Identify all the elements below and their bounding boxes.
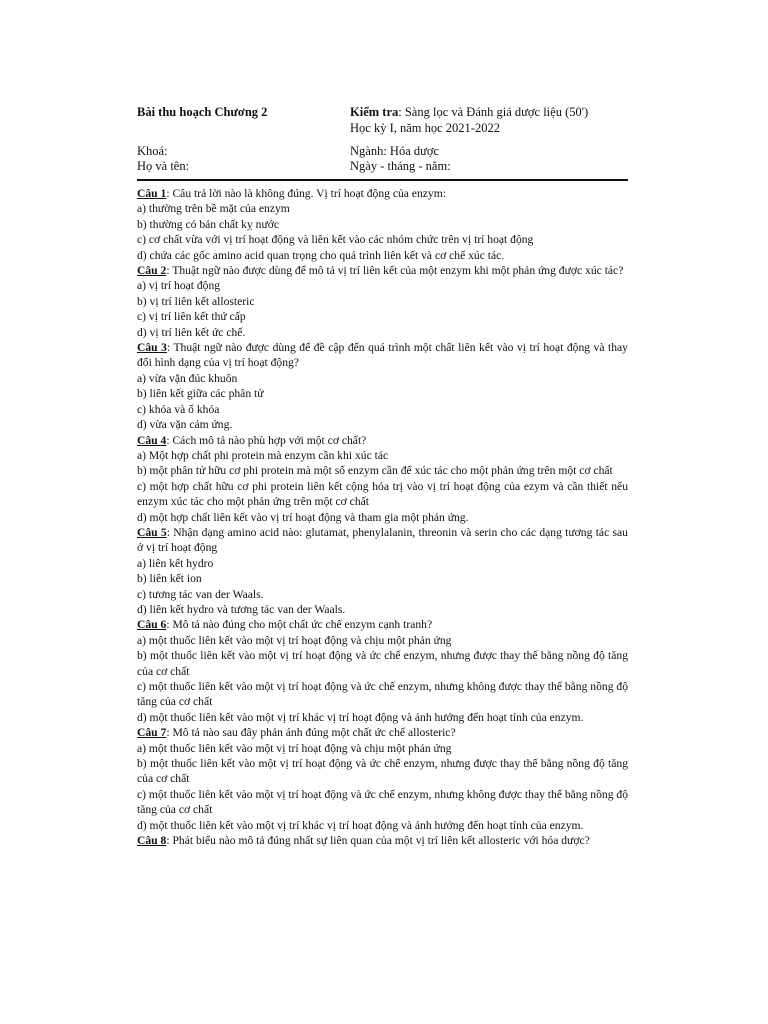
answer-option: a) một thuốc liên kết vào một vị trí hoạt động và chịu một phản ứng [137, 633, 452, 647]
exam-value: : Sàng lọc và Đánh giá dược liệu (50') [398, 105, 589, 119]
answer-option: b) liên kết ion [137, 572, 202, 586]
question-label: Câu 2 [137, 264, 167, 278]
question-prompt [137, 617, 628, 632]
question-text: : Thuật ngữ nào được dùng để đề cập đến quá trình một chất liên kết vào vị trí hoạt động và thay đổi hình dạng của vị trí hoạt động? [137, 341, 628, 370]
question-prompt [137, 725, 628, 740]
answer-option: b) một thuốc liên kết vào một vị trí hoạt động và ức chế enzym, nhưng được thay thế bằng nồng độ tăng của cơ chất [137, 757, 628, 786]
answer-option: d) một thuốc liên kết vào một vị trí khác vị trí hoạt động và ảnh hưởng đến hoạt tính của enzym. [137, 818, 584, 832]
answer-option: c) cơ chất vừa với vị trí hoạt động và liên kết vào các nhóm chức trên vị trí hoạt động [137, 233, 534, 247]
question-text: : Nhận dạng amino acid nào: glutamat, phenylalanin, threonin và serin cho các dạng tương tác sau ở vị trí hoạt động [137, 525, 628, 555]
answer-option: b) thường có bản chất kỵ nước [137, 217, 280, 231]
question-label: Câu 3 [137, 341, 167, 355]
question-label: Câu 8 [137, 834, 167, 848]
question-text: : Câu trả lời nào là không đúng. Vị trí hoạt động của enzym: [166, 187, 446, 200]
question-2 [137, 263, 628, 340]
answer-option: c) một thuốc liên kết vào một vị trí hoạt động và ức chế enzym, nhưng không được thay thế bằng nồng độ tăng của cơ chất [137, 787, 628, 817]
question-4 [137, 433, 628, 525]
question-prompt [137, 263, 628, 278]
question-text: : Thuật ngữ nào được dùng để mô tả vị trí liên kết của một enzym khi một phản ứng được xúc tác? [166, 264, 624, 278]
question-text: : Mô tả nào sau đây phản ánh đúng một chất ức chế allosteric? [166, 726, 456, 740]
worksheet-title: Bài thu hoạch Chương 2 [137, 105, 268, 119]
question-5 [137, 525, 628, 617]
exam-label: Kiểm tra [350, 105, 399, 119]
answer-option: d) một thuốc liên kết vào một vị trí khác vị trí hoạt động và ảnh hưởng đến hoạt tính của enzym. [137, 710, 584, 724]
answer-option: b) vị trí liên kết allosteric [137, 294, 255, 308]
question-text: : Cách mô tả nào phù hợp với một cơ chất? [166, 433, 367, 447]
faculty-label: Khoá: [137, 144, 168, 158]
answer-option: a) vừa vặn đúc khuôn [137, 371, 238, 385]
answer-option: c) vị trí liên kết thứ cấp [137, 310, 246, 324]
question-prompt [137, 186, 628, 201]
answer-option: c) khóa và ổ khóa [137, 402, 220, 416]
question-label: Câu 5 [137, 525, 167, 539]
semester-line: Học kỳ I, năm học 2021-2022 [350, 121, 500, 135]
answer-option: d) vừa vặn cảm ứng. [137, 418, 233, 432]
answer-option: a) một thuốc liên kết vào một vị trí hoạt động và chịu một phản ứng [137, 741, 452, 755]
answer-option: d) một hợp chất liên kết vào vị trí hoạt động và tham gia một phản ứng. [137, 510, 469, 524]
name-label: Họ và tên: [137, 159, 190, 173]
exam-info [350, 104, 588, 120]
question-prompt [137, 433, 628, 448]
answer-option: c) một hợp chất hữu cơ phi protein liên kết cộng hóa trị vào vị trí hoạt động của ezym và cần thiết nếu enzym xúc tác cho một phản ứng trên một cơ chất [137, 479, 628, 509]
question-6 [137, 617, 628, 725]
question-label: Câu 7 [137, 726, 167, 740]
answer-option: c) một thuốc liên kết vào một vị trí hoạt động và ức chế enzym, nhưng không được thay thế bằng nồng độ tăng của cơ chất [137, 680, 628, 709]
answer-option: b) một thuốc liên kết vào một vị trí hoạt động và ức chế enzym, nhưng được thay thế bằng nồng độ tăng của cơ chất [137, 649, 628, 678]
question-text: : Mô tả nào đúng cho một chất ức chế enzym cạnh tranh? [166, 618, 433, 632]
major-line: Ngành: Hóa dược [350, 144, 440, 158]
answer-option: b) liên kết giữa các phân tử [137, 387, 264, 401]
header-divider [137, 179, 628, 181]
question-label: Câu 6 [137, 618, 167, 632]
question-7 [137, 725, 628, 833]
question-prompt [137, 833, 628, 848]
question-1 [137, 186, 628, 263]
question-label: Câu 1 [137, 187, 167, 200]
question-prompt [137, 525, 628, 556]
date-label: Ngày - tháng - năm: [350, 159, 451, 173]
answer-option: a) thường trên bề mặt của enzym [137, 202, 290, 216]
question-label: Câu 4 [137, 433, 167, 447]
answer-option: d) chứa các gốc amino acid quan trọng cho quá trình liên kết và cơ chế xúc tác. [137, 248, 505, 262]
question-prompt [137, 340, 628, 371]
answer-option: a) Một hợp chất phi protein mà enzym cần khi xúc tác [137, 448, 389, 462]
answer-option: d) vị trí liên kết ức chế. [137, 325, 246, 339]
questions-list [137, 186, 628, 848]
answer-option: b) một phân tử hữu cơ phi protein mà một số enzym cần để xúc tác cho một phản ứng trên một cơ chất [137, 464, 613, 478]
question-3 [137, 340, 628, 432]
answer-option: c) tương tác van der Waals. [137, 587, 264, 601]
answer-option: a) vị trí hoạt động [137, 279, 221, 293]
question-text: : Phát biểu nào mô tả đúng nhất sự liên quan của một vị trí liên kết allosteric với hóa dược? [166, 834, 590, 848]
answer-option: a) liên kết hydro [137, 556, 214, 570]
question-8 [137, 833, 628, 848]
answer-option: d) liên kết hydro và tương tác van der Waals. [137, 602, 346, 616]
